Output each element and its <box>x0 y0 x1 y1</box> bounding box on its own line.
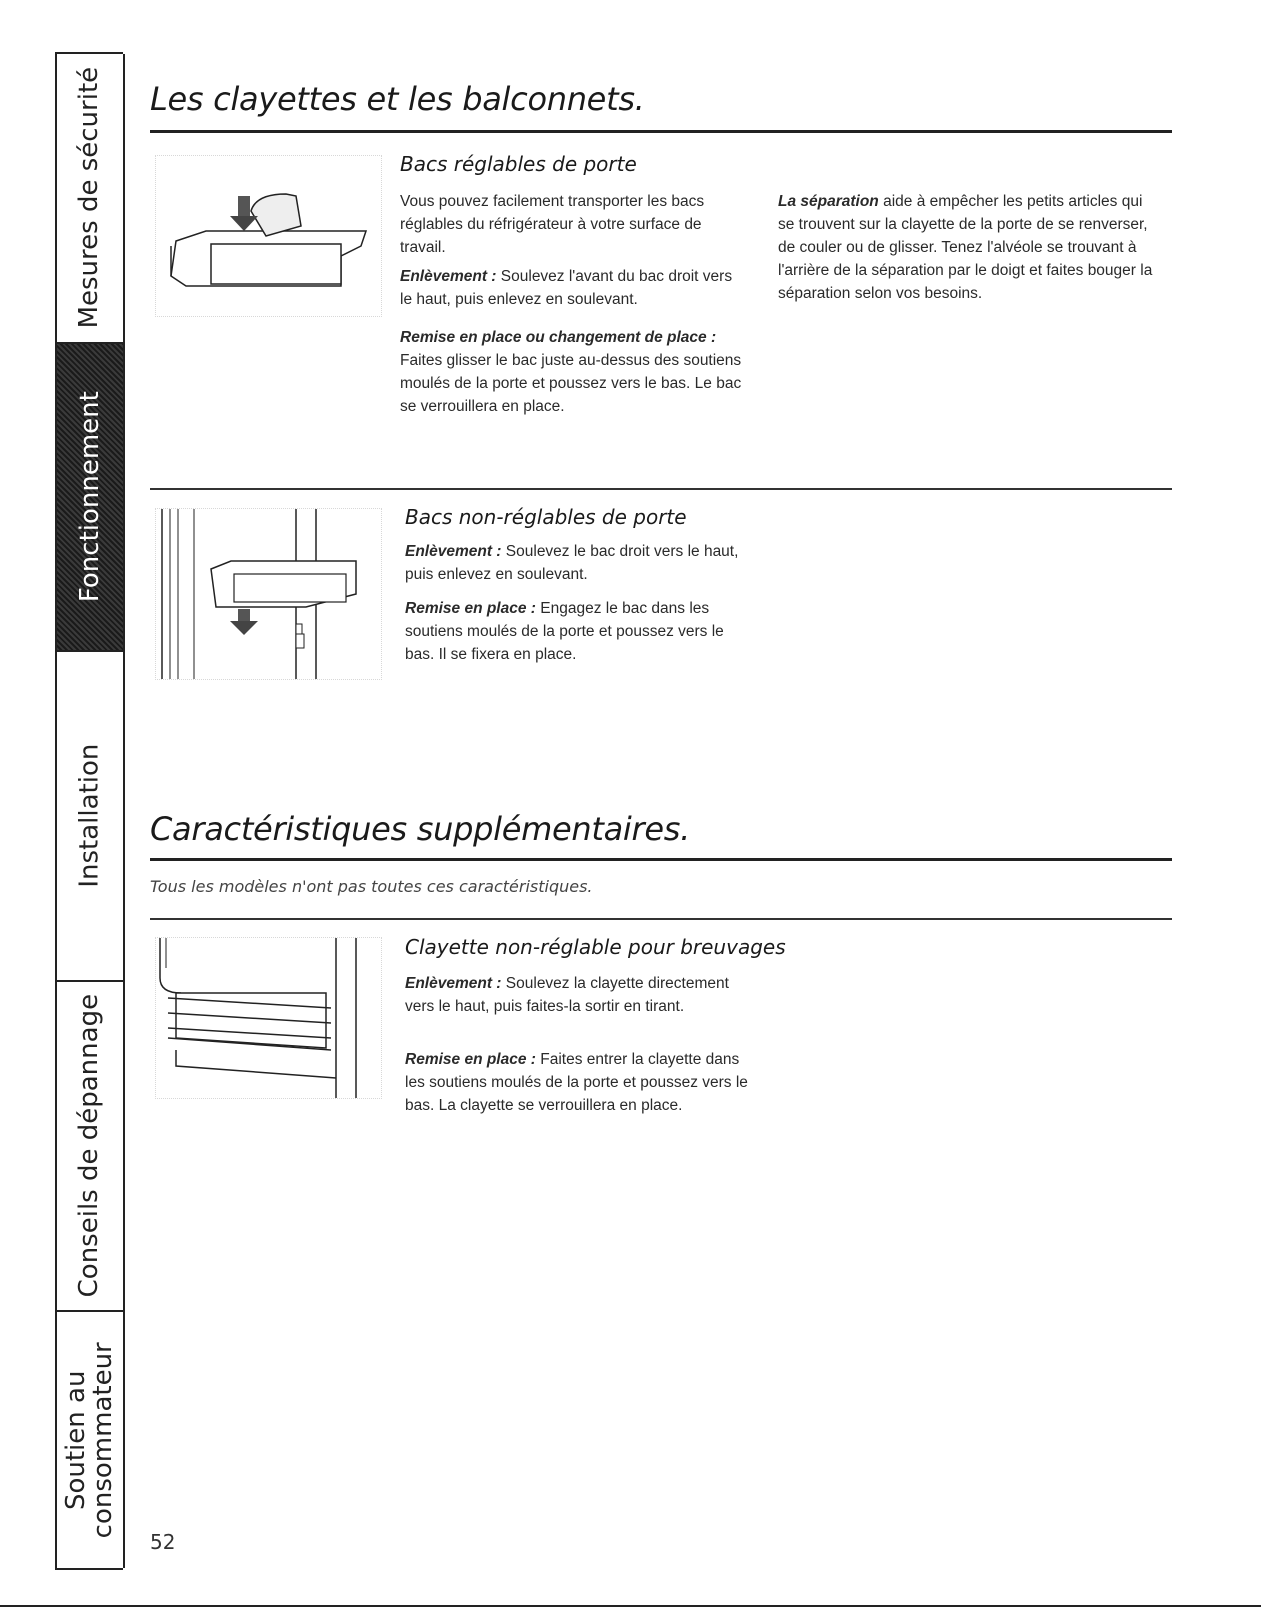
heading-adjustable-bins: Bacs réglables de porte <box>400 152 637 176</box>
divider <box>150 488 1172 490</box>
label: Remise en place : <box>405 1051 536 1068</box>
text: aide à empêcher les petits articles qui se trouvent sur la clayette de la porte de se renverser, de couler ou de glisser. Tenez l'alvéole se trouvant à l'arrière de la séparation par le doigt et faites bouger la séparation selon vos besoins. <box>778 193 1153 302</box>
door-bin-icon <box>156 156 381 316</box>
paragraph-replacement <box>405 1048 750 1117</box>
door-bin-icon <box>156 509 381 679</box>
tab-label-line-1: Soutien au <box>60 1370 91 1510</box>
tab-conseils-de-depannage[interactable] <box>57 982 125 1312</box>
section-title: Caractéristiques supplémentaires. <box>150 810 690 848</box>
text: Soulevez la clayette directement vers le haut, puis faites-la sortir en tirant. <box>405 975 729 1015</box>
tab-label <box>60 1341 118 1539</box>
tab-label: Fonctionnement <box>74 391 105 603</box>
paragraph-replacement <box>400 326 745 418</box>
paragraph-replacement <box>405 597 750 666</box>
label: Remise en place : <box>405 600 536 617</box>
text: Faites entrer la clayette dans les soutiens moulés de la porte et poussez vers le bas. La clayette se verrouillera en place. <box>405 1051 748 1114</box>
paragraph-removal <box>400 265 740 311</box>
title-rule <box>150 130 1172 133</box>
text: Faites glisser le bac juste au-dessus des soutiens moulés de la porte et poussez vers le bas. Le bac se verrouillera en place. <box>400 352 742 415</box>
label: La séparation <box>778 193 879 210</box>
label: Enlèvement : <box>405 975 502 992</box>
paragraph-removal <box>405 972 750 1018</box>
paragraph-separator <box>778 190 1153 305</box>
text: Engagez le bac dans les soutiens moulés de la porte et poussez vers le bas. Il se fixera en place. <box>405 600 724 663</box>
beverage-shelf-illustration <box>155 937 382 1099</box>
tab-label-line-2: consommateur <box>88 1341 118 1539</box>
section-subtitle: Tous les modèles n'ont pas toutes ces caractéristiques. <box>150 877 593 896</box>
text: Soulevez l'avant du bac droit vers le haut, puis enlevez en soulevant. <box>400 268 733 308</box>
heading-non-adjustable-bins: Bacs non-réglables de porte <box>405 505 687 529</box>
label: Enlèvement : <box>400 268 497 285</box>
title-rule <box>150 858 1172 861</box>
section-tabs <box>55 52 123 1570</box>
page-number: 52 <box>150 1530 176 1554</box>
tab-installation[interactable] <box>57 652 125 982</box>
paragraph-removal <box>405 540 745 586</box>
tab-label: Mesures de sécurité <box>74 67 105 329</box>
non-adjustable-bin-illustration <box>155 508 382 680</box>
text: Soulevez le bac droit vers le haut, puis enlevez en soulevant. <box>405 543 739 583</box>
adjustable-bin-illustration <box>155 155 382 317</box>
label: Remise en place ou changement de place : <box>400 329 717 346</box>
divider <box>150 918 1172 920</box>
tab-label: Conseils de dépannage <box>74 994 105 1298</box>
section-title: Les clayettes et les balconnets. <box>150 80 645 118</box>
tab-mesures-de-securite[interactable] <box>57 54 125 344</box>
tab-fonctionnement[interactable] <box>57 344 125 652</box>
tab-soutien-au-consommateur[interactable] <box>57 1312 125 1568</box>
paragraph: Vous pouvez facilement transporter les bacs réglables du réfrigérateur à votre surface de travail. <box>400 193 705 256</box>
heading-beverage-shelf: Clayette non-réglable pour breuvages <box>405 935 786 959</box>
tab-label: Installation <box>74 743 105 888</box>
page-bottom-rule <box>0 1605 1261 1607</box>
label: Enlèvement : <box>405 543 502 560</box>
beverage-shelf-icon <box>156 938 381 1098</box>
